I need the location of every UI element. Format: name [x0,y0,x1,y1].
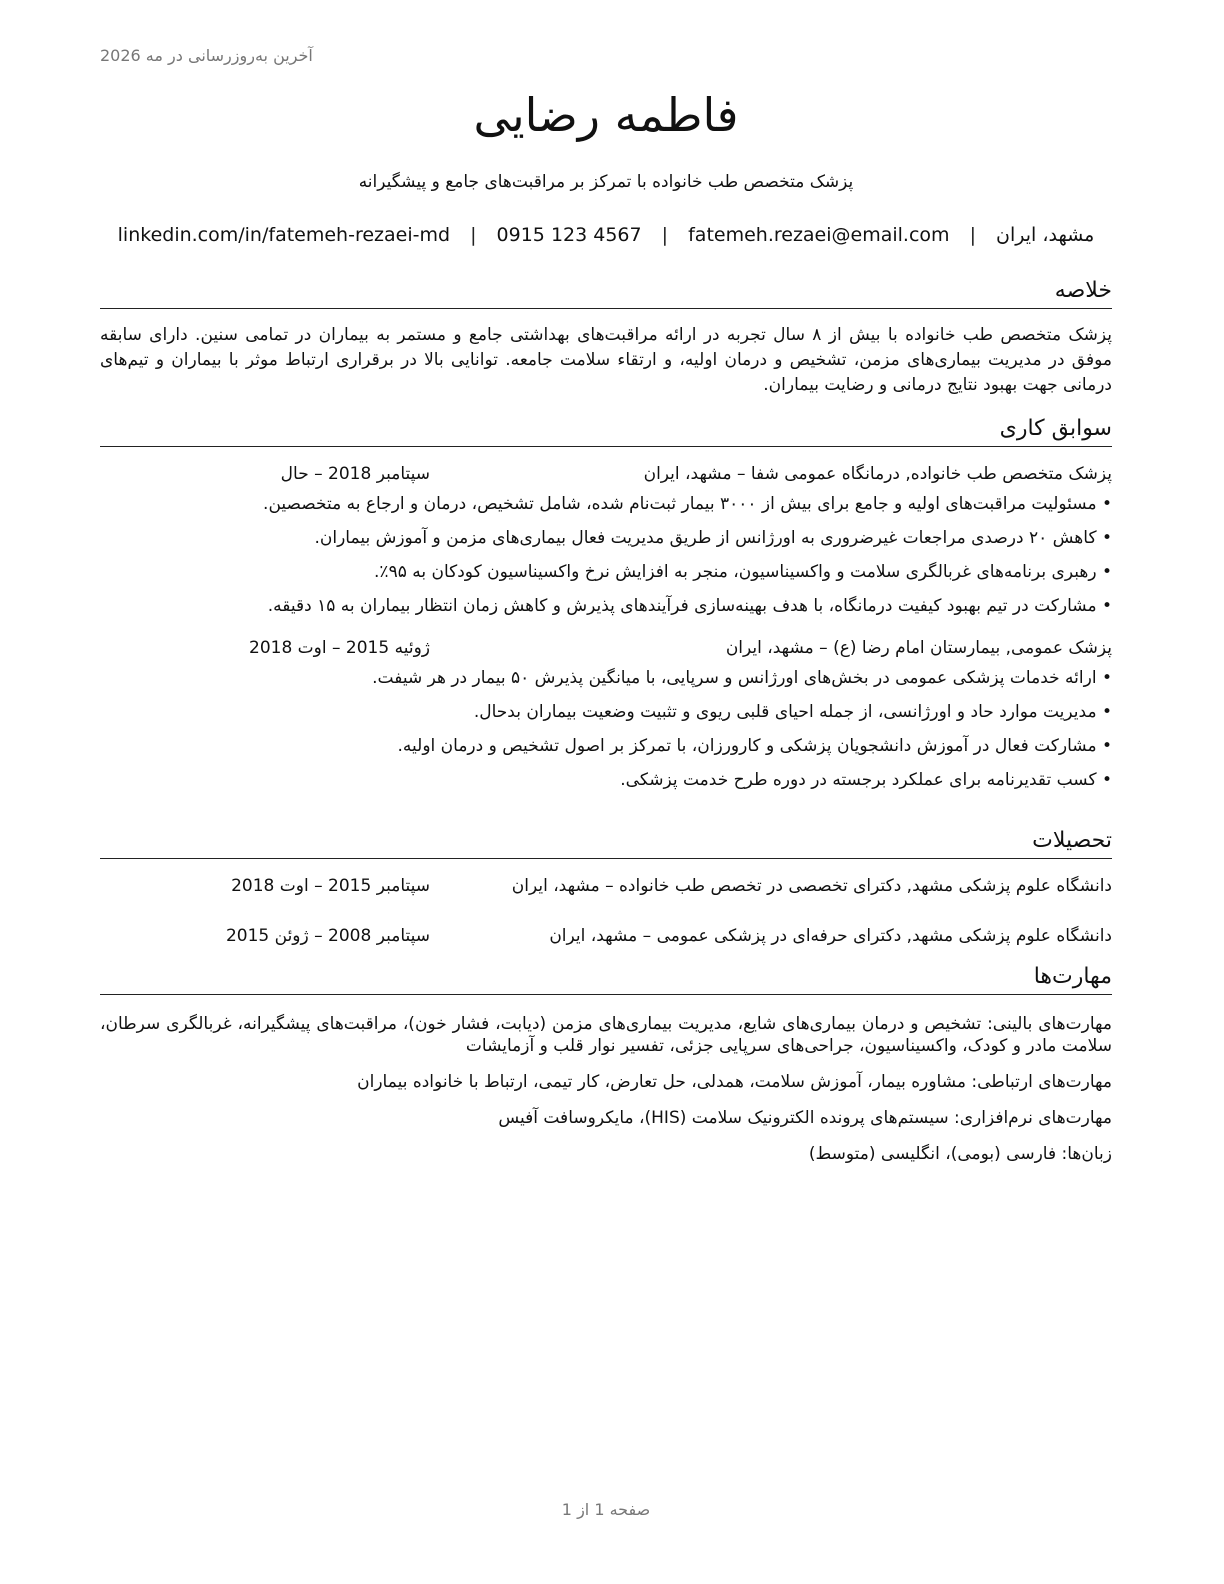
skill-line: زبان‌ها: فارسی (بومی)، انگلیسی (متوسط) [808,1144,1112,1164]
contact-phone[interactable]: 0915 123 4567 [496,224,642,246]
job-bullet: • مشارکت در تیم بهبود کیفیت درمانگاه، با هدف بهینه‌سازی فرآیندهای پذیرش و کاهش زمان انتظار بیماران به ۱۵ دقیقه. [100,593,1112,619]
skills-section [100,962,1112,1179]
education-text: دانشگاه علوم پزشکی مشهد, دکترای حرفه‌ای در پزشکی عمومی – مشهد، ایران [549,926,1112,946]
summary-section [100,276,1112,398]
contact-email[interactable]: fatemeh.rezaei@email.com [688,224,950,246]
contact-line [100,224,1112,246]
experience-section [100,414,1112,801]
skill-line: مهارت‌های بالینی: تشخیص و درمان بیماری‌های شایع، مدیریت بیماری‌های مزمن (دیابت، فشار خون)، مراقبت‌های پیشگیرانه، غربالگری سرطان، سلامت مادر و کودک، واکسیناسیون، جراحی‌های سرپایی جزئی، تفسیر نوار قلب و آزمایشات [100,1014,1112,1056]
candidate-name: فاطمه رضایی [473,88,739,142]
education-date: سپتامبر 2015 – اوت 2018 [231,876,430,896]
job-date: ژوئیه 2015 – اوت 2018 [249,638,430,658]
job-bullet: • مشارکت فعال در آموزش دانشجویان پزشکی و کارورزان، با تمرکز بر اصول تشخیص و درمان اولیه. [100,733,1112,759]
contact-linkedin[interactable]: linkedin.com/in/fatemeh-rezaei-md [117,224,451,246]
skill-line: مهارت‌های نرم‌افزاری: سیستم‌های پرونده الکترونیک سلامت (HIS)، مایکروسافت آفیس [498,1108,1112,1128]
summary-text: پزشک متخصص طب خانواده با بیش از ۸ سال تجربه در ارائه مراقبت‌های بهداشتی جامع و مستمر به بیماران در تمامی سنین. دارای سابقه موفق در مدیریت بیماری‌های مزمن، تشخیص و درمان اولیه، و ارتقاء سلامت جامعه. توانایی بالا در برقراری ارتباط موثر با بیماران و تیم‌های درمانی جهت بهبود نتایج درمانی و رضایت بیماران. [100,325,1112,395]
job-bullets [100,665,1112,793]
education-heading: تحصیلات [100,826,1112,859]
page-number: صفحه 1 از 1 [561,1500,651,1519]
resume-page [100,0,1112,1584]
skills-heading: مهارت‌ها [100,962,1112,995]
job-bullet: • مدیریت موارد حاد و اورژانسی، از جمله احیای قلبی ریوی و تثبیت وضعیت بیماران بدحال. [100,699,1112,725]
job-bullet: • کسب تقدیرنامه برای عملکرد برجسته در دوره طرح خدمت پزشکی. [100,767,1112,793]
job-bullet: • مسئولیت مراقبت‌های اولیه و جامع برای بیش از ۳۰۰۰ بیمار ثبت‌نام شده، شامل تشخیص، درمان و ارجاع به متخصصین. [100,491,1112,517]
contact-location: مشهد، ایران [996,224,1095,246]
skills-list [100,1013,1112,1165]
job-title: پزشک متخصص طب خانواده, درمانگاه عمومی شفا – مشهد، ایران [643,464,1112,484]
tagline: پزشک متخصص طب خانواده با تمرکز بر مراقبت‌های جامع و پیشگیرانه [358,172,854,192]
job-header [100,635,1112,661]
job-entry [100,635,1112,793]
summary-heading: خلاصه [100,276,1112,309]
experience-heading: سوابق کاری [100,414,1112,447]
last-updated-note: آخرین به‌روزرسانی در مه 2026 [100,46,313,65]
education-text: دانشگاه علوم پزشکی مشهد, دکترای تخصصی در تخصص طب خانواده – مشهد، ایران [511,876,1112,896]
contact-separator: | [969,224,976,246]
contact-separator: | [470,224,477,246]
education-date: سپتامبر 2008 – ژوئن 2015 [225,926,430,946]
job-title: پزشک عمومی, بیمارستان امام رضا (ع) – مشهد، ایران [725,638,1112,658]
contact-separator: | [661,224,669,246]
skill-line: مهارت‌های ارتباطی: مشاوره بیمار، آموزش سلامت، همدلی، حل تعارض، کار تیمی، ارتباط با خانواده بیماران [357,1072,1112,1092]
job-bullet: • ارائه خدمات پزشکی عمومی در بخش‌های اورژانس و سرپایی، با میانگین پذیرش ۵۰ بیمار در هر شیفت. [100,665,1112,691]
job-header [100,461,1112,487]
job-date: سپتامبر 2018 – حال [280,464,430,484]
job-entry [100,461,1112,619]
education-section [100,826,1112,949]
job-bullet: • رهبری برنامه‌های غربالگری سلامت و واکسیناسیون، منجر به افزایش نرخ واکسیناسیون کودکان به ۹۵٪. [100,559,1112,585]
job-bullets [100,491,1112,619]
job-bullet: • کاهش ۲۰ درصدی مراجعات غیرضروری به اورژانس از طریق مدیریت فعال بیماری‌های مزمن و آموزش بیماران. [100,525,1112,551]
education-item [100,923,1112,949]
education-item [100,873,1112,899]
